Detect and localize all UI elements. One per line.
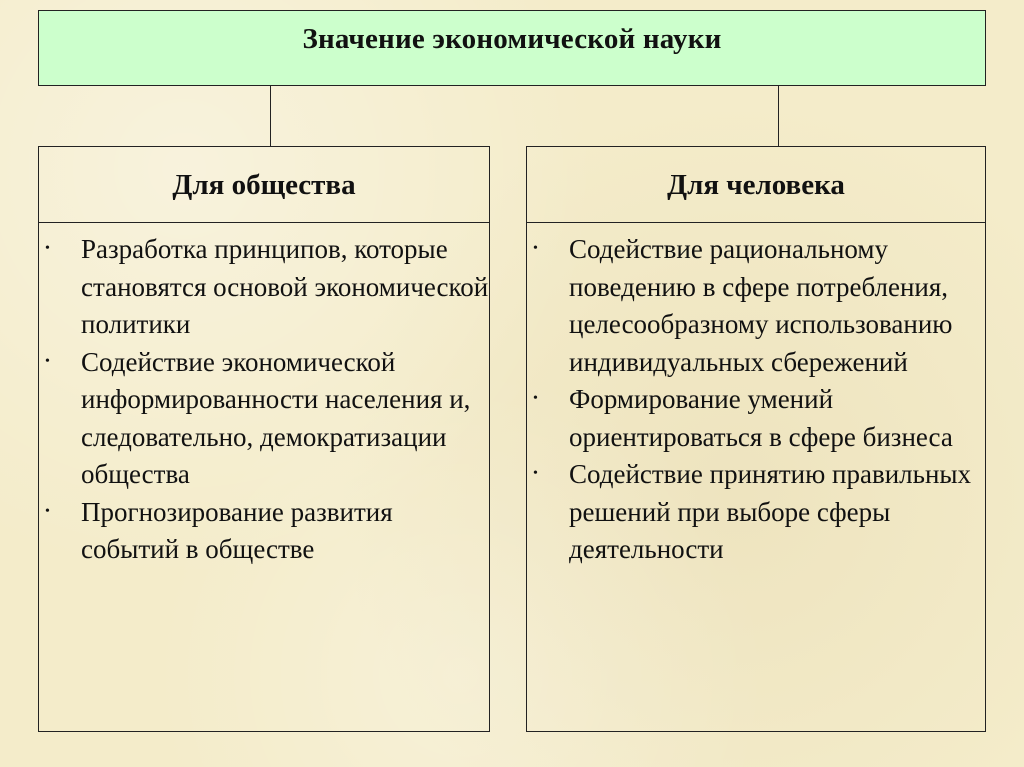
list-item xyxy=(39,494,489,569)
column-society-list xyxy=(39,223,489,569)
bullet-icon: • xyxy=(45,503,50,519)
list-item xyxy=(527,381,985,456)
column-society xyxy=(38,146,490,732)
list-item-text: Прогнозирование развития событий в обществе xyxy=(81,496,393,564)
list-item-text: Разработка принципов, которые становятся основой экономической политики xyxy=(81,234,489,339)
list-item-text: Содействие экономической информированности населения и, следовательно, демократизации общества xyxy=(81,346,471,489)
page-title: Значение экономической науки xyxy=(302,23,722,55)
connector-right xyxy=(778,86,779,146)
column-person-list xyxy=(527,223,985,569)
list-item xyxy=(527,456,985,569)
list-item-text: Содействие принятию правильных решений при выборе сферы деятельности xyxy=(569,459,972,564)
list-item xyxy=(527,231,985,381)
column-society-title: Для общества xyxy=(172,169,356,201)
bullet-icon: • xyxy=(533,466,538,481)
list-item xyxy=(39,344,489,494)
bullet-icon: • xyxy=(533,241,538,256)
bullet-icon: • xyxy=(45,241,50,256)
column-society-header xyxy=(39,147,489,223)
column-person-header xyxy=(527,147,985,223)
title-box xyxy=(38,10,986,86)
list-item-text: Содействие рациональному поведению в сфере потребления, целесообразному использованию индивидуальных сбережений xyxy=(569,234,953,377)
column-person xyxy=(526,146,986,732)
list-item xyxy=(39,231,489,344)
list-item-text: Формирование умений ориентироваться в сфере бизнеса xyxy=(569,384,953,452)
connector-left xyxy=(270,86,271,146)
bullet-icon: • xyxy=(533,391,538,406)
bullet-icon: • xyxy=(45,353,50,369)
column-person-title: Для человека xyxy=(667,169,845,201)
